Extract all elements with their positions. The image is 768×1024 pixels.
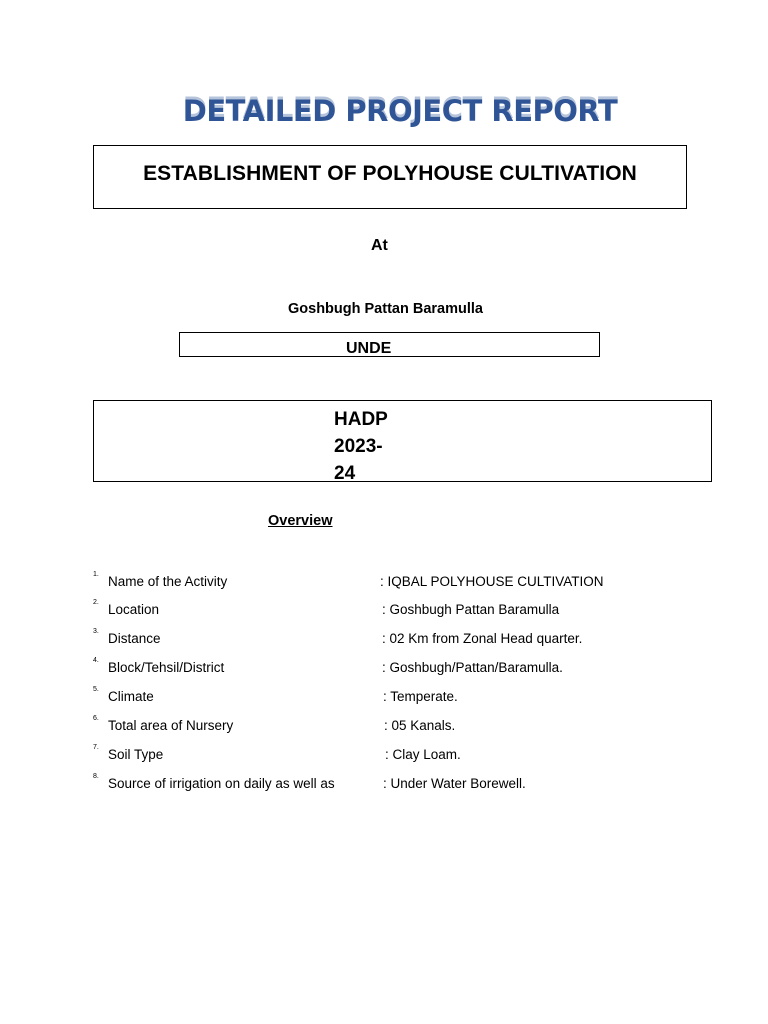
row-label: Block/Tehsil/District	[108, 660, 225, 675]
report-title: DETAILED PROJECT REPORT	[182, 94, 618, 128]
row-value: : Under Water Borewell.	[383, 776, 526, 791]
overview-row	[0, 628, 768, 653]
row-number: 5.	[93, 686, 99, 693]
row-label: Source of irrigation on daily as well as	[108, 776, 335, 791]
overview-row	[0, 686, 768, 711]
overview-row	[0, 744, 768, 769]
overview-row	[0, 657, 768, 682]
row-number: 8.	[93, 773, 99, 780]
scheme-line: 24	[334, 463, 356, 482]
row-number: 4.	[93, 657, 99, 664]
row-number: 2.	[93, 599, 99, 606]
row-label: Total area of Nursery	[108, 718, 234, 733]
scheme-line: HADP	[334, 409, 388, 430]
row-value: : Goshbugh Pattan Baramulla	[382, 602, 560, 617]
row-value: : Goshbugh/Pattan/Baramulla.	[382, 660, 563, 675]
row-label: Distance	[108, 631, 161, 646]
overview-heading: Overview	[268, 513, 333, 529]
row-value: : 02 Km from Zonal Head quarter.	[382, 631, 583, 646]
row-value: : 05 Kanals.	[384, 718, 456, 733]
project-subtitle: ESTABLISHMENT OF POLYHOUSE CULTIVATION	[143, 162, 637, 185]
row-label: Soil Type	[108, 747, 164, 762]
row-value: : Clay Loam.	[385, 747, 461, 762]
row-number: 1.	[93, 571, 99, 578]
row-label: Name of the Activity	[108, 574, 228, 589]
row-label: Location	[108, 602, 160, 617]
overview-row	[0, 773, 768, 798]
row-value: : Temperate.	[383, 689, 458, 704]
row-number: 7.	[93, 744, 99, 751]
at-label: At	[371, 237, 388, 254]
under-label: UNDE	[346, 340, 392, 357]
row-number: 6.	[93, 715, 99, 722]
row-number: 3.	[93, 628, 99, 635]
overview-row	[0, 599, 768, 624]
row-value: : IQBAL POLYHOUSE CULTIVATION	[380, 574, 604, 589]
overview-row	[0, 715, 768, 740]
project-location: Goshbugh Pattan Baramulla	[288, 301, 483, 317]
overview-row	[0, 571, 768, 596]
scheme-line: 2023-	[334, 436, 383, 457]
row-label: Climate	[108, 689, 154, 704]
